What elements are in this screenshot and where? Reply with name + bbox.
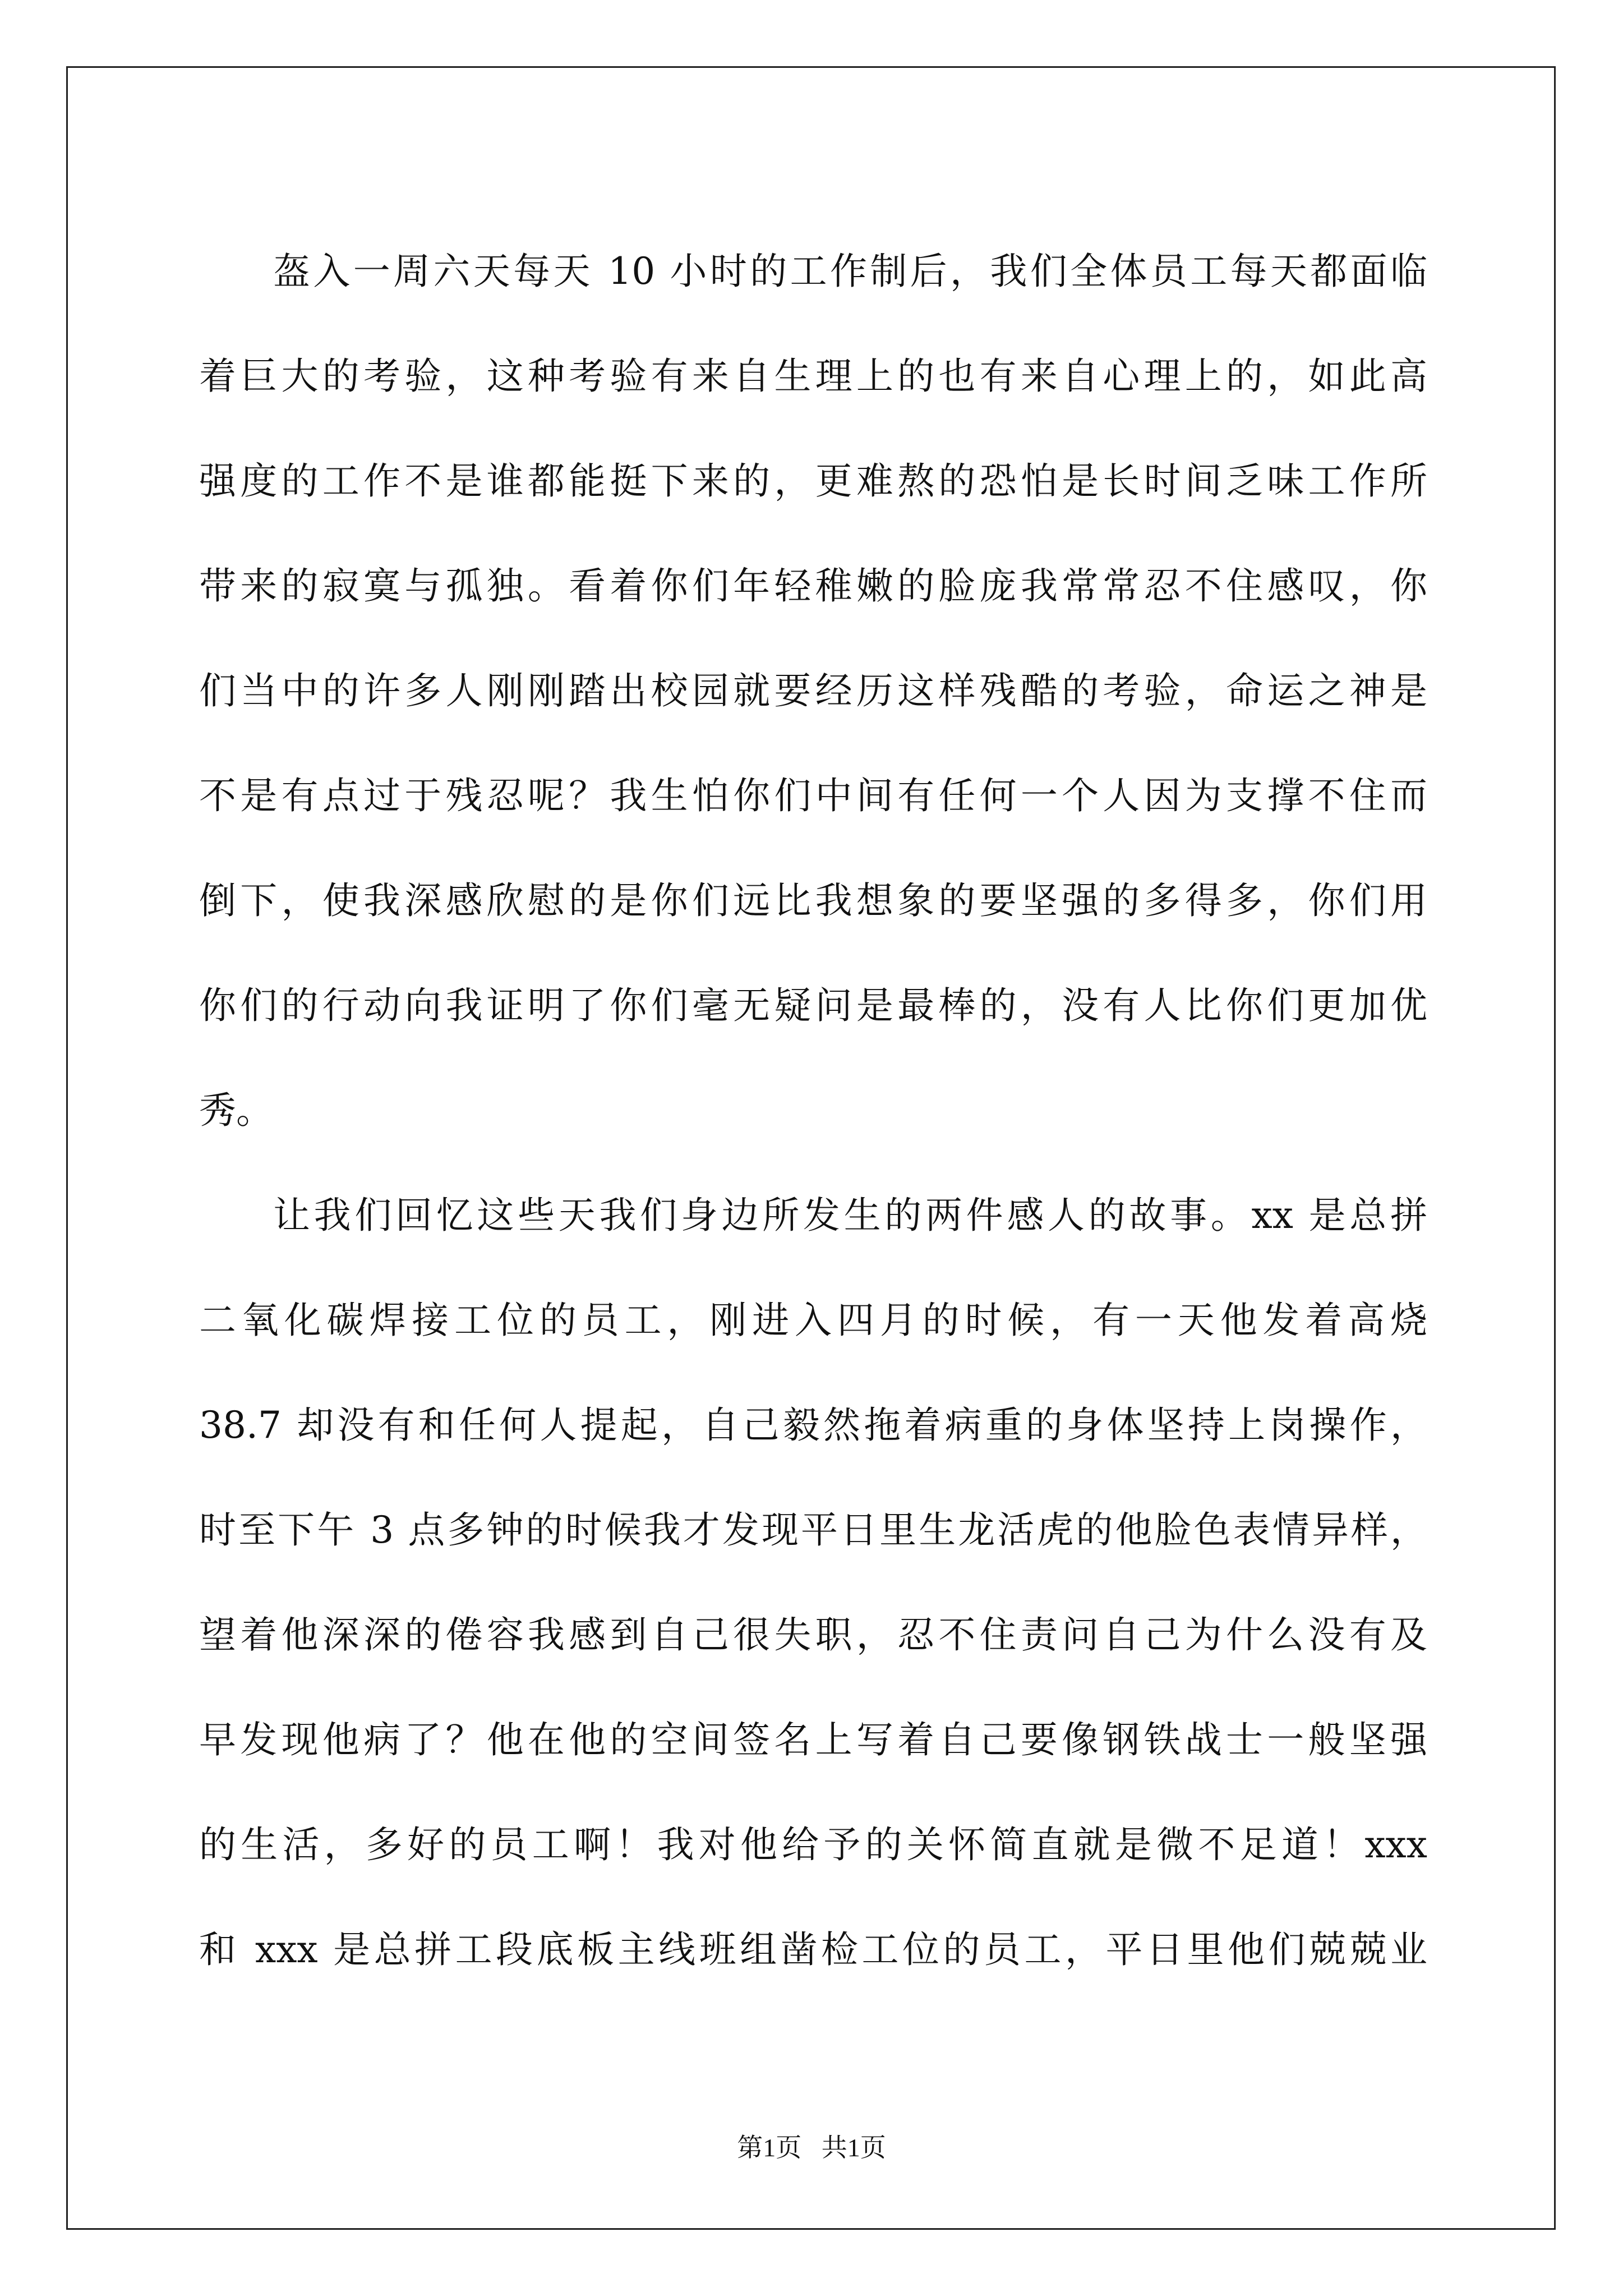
paragraph-2-line-6: 早发现他病了？他在他的空间签名上写着自己要像钢铁战士一般坚强 [199,1718,1427,1761]
paragraph-1-line-3: 强度的工作不是谁都能挺下来的，更难熬的恐怕是长时间乏味工作所 [199,459,1427,503]
paragraph-1-line-2: 着巨大的考验，这种考验有来自生理上的也有来自心理上的，如此高 [199,355,1427,398]
paragraph-1-line-9: 秀。 [199,1089,273,1132]
paragraph-2-line-2: 二氧化碳焊接工位的员工，刚进入四月的时候，有一天他发着高烧 [199,1299,1427,1342]
paragraph-1-line-6: 不是有点过于残忍呢？我生怕你们中间有任何一个人因为支撑不住而 [199,774,1427,817]
paragraph-1-line-5: 们当中的许多人刚刚踏出校园就要经历这样残酷的考验，命运之神是 [199,669,1427,712]
page-total: 共1页 [821,2133,886,2162]
paragraph-2-line-8: 和 xxx 是总拼工段底板主线班组凿检工位的员工，平日里他们兢兢业 [199,1928,1427,1971]
paragraph-1-line-7: 倒下，使我深感欣慰的是你们远比我想象的要坚强的多得多，你们用 [199,879,1427,922]
page-number: 第1页 [737,2133,802,2162]
paragraph-1-line-4: 带来的寂寞与孤独。看着你们年轻稚嫩的脸庞我常常忍不住感叹，你 [199,564,1427,608]
paragraph-2-line-3: 38.7 却没有和任何人提起，自己毅然拖着病重的身体坚持上岗操作， [199,1404,1427,1447]
paragraph-2-line-4: 时至下午 3 点多钟的时候我才发现平日里生龙活虎的他脸色表情异样， [199,1508,1427,1552]
paragraph-2-line-5: 望着他深深的倦容我感到自己很失职，忍不住责问自己为什么没有及 [199,1613,1427,1657]
paragraph-2-line-1: 让我们回忆这些天我们身边所发生的两件感人的故事。xx 是总拼 [273,1194,1427,1237]
paragraph-1-line-8: 你们的行动向我证明了你们毫无疑问是最棒的，没有人比你们更加优 [199,984,1427,1027]
paragraph-2-line-7: 的生活，多好的员工啊！我对他给予的关怀简直就是微不足道！xxx [199,1823,1427,1866]
page-footer [0,2127,1623,2164]
document-body [199,219,1427,2002]
paragraph-1-line-1: 盔入一周六天每天 10 小时的工作制后，我们全体员工每天都面临 [273,250,1427,293]
